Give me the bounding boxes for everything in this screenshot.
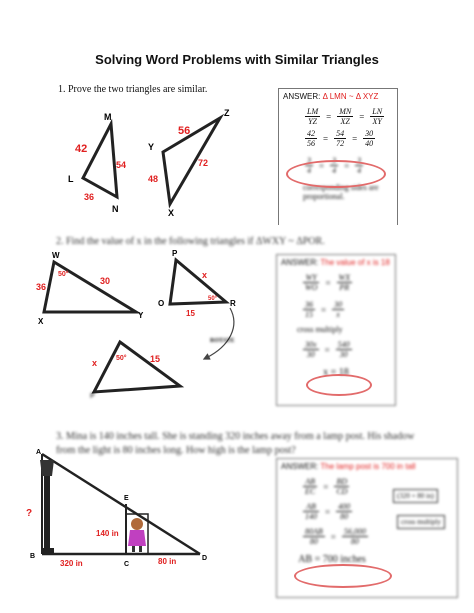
question-3-prompt: 3. Mina is 140 inches tall. She is standing 320 inches away from a lamp post. His shadow from the light is 80 inches long. How high is the lamp post? [56, 431, 415, 456]
side-yz-label: 56 [178, 125, 191, 137]
lamp-head-icon [40, 460, 54, 476]
side-15-label: 15 [150, 354, 161, 364]
q3-values-row: $\frac{AB}{140}$ = $\frac{400}{80}$ [305, 502, 351, 521]
q3-lamp-figure [20, 446, 220, 576]
q1-highlight-ellipse [286, 160, 386, 188]
fraction: $\frac{3}{4}$ [307, 156, 311, 175]
side-ln-label: 36 [84, 192, 95, 202]
q3-answer-label: ANSWER: [281, 462, 319, 471]
side-pr-label: x [202, 270, 208, 280]
fraction: $\frac{54}{72}$ [336, 129, 345, 148]
question-2-prompt: 2. Find the value of x in the following triangles if ΔWXY ~ ΔPOR. [56, 236, 325, 247]
q3-side-note-1: (320 + 80 in) [393, 489, 438, 503]
vertex-z: Z [224, 108, 230, 118]
fraction: $\frac{MN}{XZ}$ [339, 107, 352, 126]
fraction: $\frac{30}{40}$ [365, 129, 374, 148]
vertex-y: Y [148, 142, 155, 152]
q2-solve-row: $\frac{30x}{30}$ = $\frac{540}{30}$ [305, 340, 350, 359]
q1-triangles-figure [60, 100, 260, 220]
fraction: $\frac{400}{80}$ [338, 502, 351, 521]
label-b: B [30, 553, 36, 560]
label-e: E [124, 495, 129, 502]
q2-answer-label: ANSWER: [281, 258, 319, 267]
fraction: $\frac{LM}{YZ}$ [307, 107, 319, 126]
q3-answer-header [277, 459, 457, 474]
vertex-y: Y [138, 311, 144, 320]
q2-result: x = 18 [323, 367, 349, 378]
vertex-m: M [104, 112, 112, 122]
q1-values-row: $\frac{42}{56}$ = $\frac{54}{72}$ = $\frac{30}{40}$ [307, 129, 374, 148]
q1-answer-statement: Δ LMN ~ Δ XYZ [322, 92, 379, 101]
fraction: $\frac{36}{15}$ [305, 300, 313, 319]
fraction: $\frac{42}{56}$ [307, 129, 315, 148]
triangle-rotated [90, 342, 180, 400]
vertex-w: W [52, 251, 60, 260]
side-mn-label: 54 [116, 160, 127, 170]
q3-answer-statement: The lamp post is 700 in tall [320, 462, 416, 471]
fraction: $\frac{AB}{140}$ [305, 502, 317, 521]
angle-w-label: 50° [58, 271, 69, 278]
question-1-prompt: 1. Prove the two triangles are similar. [58, 84, 208, 95]
vertex-p: P [172, 249, 178, 258]
q2-answer-header [277, 255, 395, 270]
vertex-r: R [230, 299, 236, 308]
fraction: $\frac{BD}{CD}$ [336, 477, 348, 496]
rotate-label: ROTATE [210, 338, 235, 344]
q1-answer-header [279, 89, 397, 104]
side-wx-label: 36 [36, 282, 47, 292]
q2-highlight-ellipse [306, 374, 372, 396]
q2-ratio-row: $\frac{WY}{WO}$ = $\frac{WX}{PR}$ [305, 273, 351, 292]
vertex-x: X [38, 317, 44, 326]
q2-values-row: $\frac{36}{15}$ = $\frac{30}{x}$ [305, 300, 343, 319]
q3-result: AB = 700 inches [298, 554, 366, 565]
triangle-por [158, 249, 236, 318]
angle-r-label: 50° [208, 296, 218, 302]
label-unknown-height: ? [26, 508, 33, 519]
q3-solve-row: $\frac{80AB}{80}$ = $\frac{56,000}{80}$ [305, 527, 366, 546]
vertex-l: L [68, 174, 74, 184]
fraction: $\frac{30}{x}$ [334, 300, 343, 319]
side-xz-label: 72 [198, 158, 209, 168]
q1-note: corresponding sides are proportional. [303, 183, 379, 201]
label-bc: 320 in [60, 559, 83, 568]
vertex-o: O [158, 299, 165, 308]
side-wy-label: 30 [100, 276, 111, 286]
lamp-post-icon [44, 470, 50, 552]
q3-side-note-2: cross multiply [397, 515, 445, 529]
fraction: $\frac{540}{30}$ [337, 340, 350, 359]
q1-answer-box [278, 88, 398, 225]
triangle-wxy [36, 251, 144, 326]
label-d: D [202, 555, 208, 562]
fraction: $\frac{WX}{PR}$ [338, 273, 351, 292]
label-c: C [124, 561, 130, 568]
side-xy-label: 48 [148, 174, 159, 184]
fraction: $\frac{3}{4}$ [332, 156, 337, 175]
side-lm-label: 42 [75, 143, 88, 155]
q1-ratio-row: $\frac{LM}{YZ}$ = $\frac{MN}{XZ}$ = $\frac{LN}{XY}$ [307, 107, 383, 126]
side-x-label: x [92, 358, 98, 368]
q1-simplified-row: $\frac{3}{4}$ = $\frac{3}{4}$ = $\frac{3}{4}$ [307, 156, 362, 175]
vertex-p-rotated: P [90, 393, 95, 400]
label-height: 140 in [96, 529, 119, 538]
vertex-n: N [112, 204, 119, 214]
rotate-arrow [206, 308, 234, 358]
fraction: $\frac{80AB}{80}$ [305, 527, 323, 546]
q3-ratio-row: $\frac{AB}{EC}$ = $\frac{BD}{CD}$ [305, 477, 348, 496]
fraction: $\frac{WY}{WO}$ [305, 273, 318, 292]
side-or-label: 15 [186, 309, 195, 318]
page-title: Solving Word Problems with Similar Triangles [95, 52, 379, 67]
q2-answer-statement: The value of x is 18 [320, 258, 390, 267]
fraction: $\frac{AB}{EC}$ [305, 477, 316, 496]
q2-triangles-figure [30, 246, 270, 406]
triangle-xyz [148, 108, 230, 218]
vertex-x: X [168, 208, 175, 218]
fraction: $\frac{3}{4}$ [357, 156, 362, 175]
label-a: A [36, 449, 42, 456]
hypotenuse-line [42, 454, 200, 554]
q3-highlight-ellipse [294, 564, 392, 588]
q1-answer-label: ANSWER: [283, 92, 321, 101]
fraction: $\frac{LN}{XY}$ [372, 107, 383, 126]
label-cd: 80 in [158, 557, 177, 566]
angle-label: 50° [116, 355, 127, 362]
fraction: $\frac{30x}{30}$ [305, 340, 317, 359]
triangle-lmn [68, 112, 126, 214]
q2-step: cross multiply [297, 325, 343, 334]
girl-icon [128, 518, 146, 552]
fraction: $\frac{56,000}{80}$ [343, 527, 366, 546]
